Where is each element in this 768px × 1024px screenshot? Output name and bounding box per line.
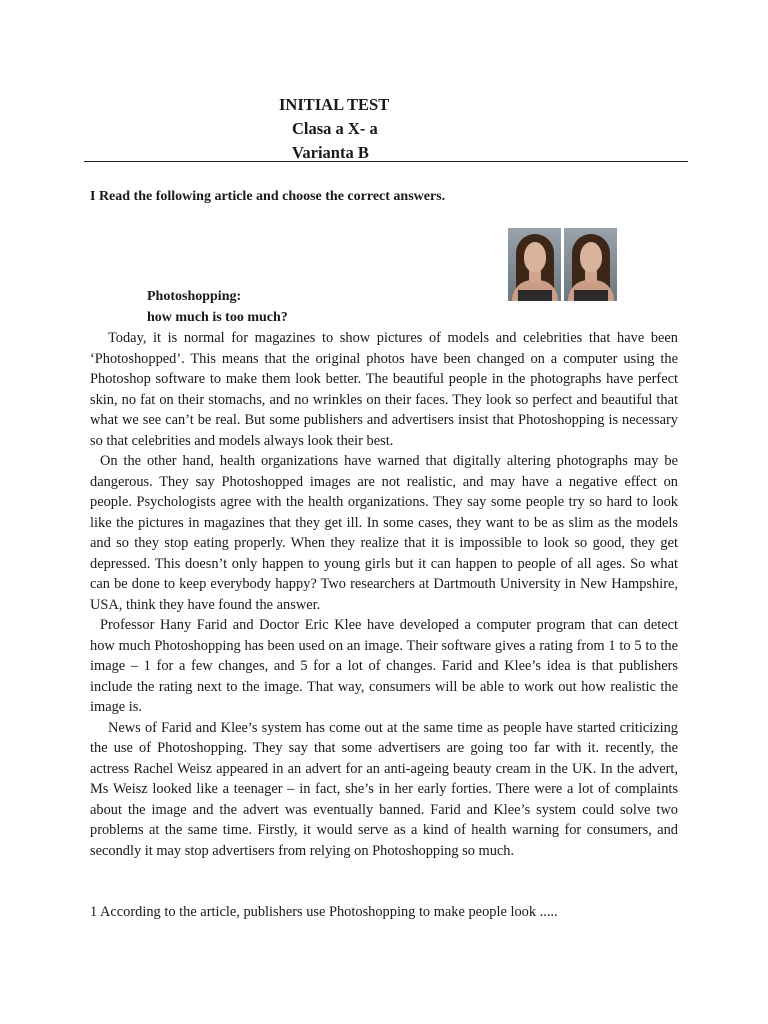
test-title: INITIAL TEST bbox=[279, 95, 390, 114]
question-1: 1 According to the article, publishers use Photoshopping to make people look ..... bbox=[90, 904, 558, 920]
article-title-line2: how much is too much? bbox=[147, 309, 288, 325]
article-paragraph: Today, it is normal for magazines to show pictures of models and celebrities that have been ‘Photoshopped’. This means that the original photos have been changed on a computer using the Photoshop software to make them look better. The beautiful people in the photographs have perfect skin, no fat on their stomachs, and no wrinkles on their faces. They look so perfect and beautiful that what we see can’t be real. But some publishers and advertisers insist that Photoshopping is necessary so that celebrities and models always look their best. bbox=[90, 330, 678, 449]
exercise-instruction: I Read the following article and choose the correct answers. bbox=[90, 189, 446, 204]
portrait-photo-edited bbox=[564, 228, 617, 301]
test-header bbox=[279, 93, 389, 165]
variant-label: Varianta B bbox=[292, 143, 369, 162]
article-paragraph: Professor Hany Farid and Doctor Eric Klee have developed a computer program that can detect how much Photoshopping has been used on an image. Their software gives a rating from 1 to 5 to the image – 1 for a few changes, and 5 for a lot of changes. Farid and Klee’s idea is that publishers include the rating next to the image. That way, consumers will be able to work out how realistic the image is. bbox=[90, 617, 678, 715]
article-paragraph: News of Farid and Klee’s system has come out at the same time as people have started criticizing the use of Photoshopping. They say that some advertisers are going too far with it. recently, the actress Rachel Weisz appeared in an advert for an anti-ageing beauty cream in the UK. In the advert, Ms Weisz looked like a teenager – in fact, she’s in her early forties. There were a lot of complaints about the image and the advert was eventually banned. Farid and Klee’s system could solve two problems at the same time. Firstly, it would serve as a kind of health warning for consumers, and secondly it may stop advertisers from relying on Photoshopping so much. bbox=[90, 719, 678, 859]
article-paragraph: On the other hand, health organizations have warned that digitally altering photographs may be dangerous. They say Photoshopped images are not realistic, and may have a negative effect on people. Psychologists agree with the health organizations. They say some people try so hard to look like the pictures in magazines that they get ill. In some cases, they want to be as slim as the models and so they stop eating properly. When they realize that it is impossible to look so good, they get depressed. This doesn’t only happen to young girls but it can happen to people of all ages. So what can be done to keep everybody happy? Two researchers at Dartmouth University in New Hampshire, USA, think they have found the answer. bbox=[90, 453, 678, 613]
header-divider bbox=[84, 161, 688, 162]
class-label: Clasa a X- a bbox=[292, 119, 378, 138]
article-title-line1: Photoshopping: bbox=[147, 289, 242, 304]
before-after-photos bbox=[508, 228, 617, 301]
article-title bbox=[147, 287, 288, 328]
article-body bbox=[90, 328, 678, 861]
portrait-photo-original bbox=[508, 228, 561, 301]
